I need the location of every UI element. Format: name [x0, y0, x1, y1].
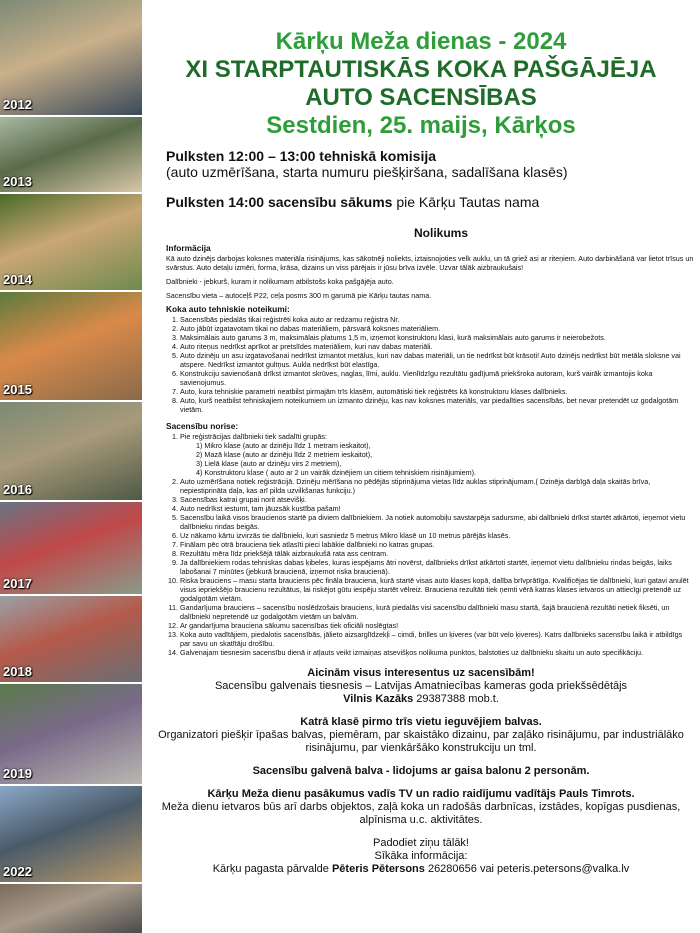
info-heading: Informācija	[166, 243, 211, 253]
event-subtitle-2: AUTO SACENSĪBAS	[305, 84, 537, 111]
event-photo	[0, 786, 142, 882]
tech-rule-item: 6. Konstrukciju savienošanā drīkst izmantot skrūves, naglas, līmi, auklu. Vienlīdzīgu rezultātu gadījumā priekšroka autoram, kurš vairāk izmantojis koka savienojumus.	[180, 369, 694, 387]
event-photo	[0, 884, 142, 933]
class-list	[180, 441, 694, 477]
event-photo	[0, 684, 142, 784]
class-item: 2) Mazā klase (auto ar dzinēju līdz 2 metriem ieskaitot),	[196, 450, 373, 459]
share-text: Padodiet ziņu tālāk!	[372, 837, 469, 849]
contact-details: 26280656 vai peteris.petersons@valka.lv	[424, 863, 630, 875]
race-rule-item: 3. Sacensības katrai grupai norit atsevišķi.	[180, 495, 694, 504]
other-activities: Meža dienu ietvaros būs arī darbs objektos, zaļā koka un radošās darbnīcas, izstādes, kopīgas pusdienas, alpīnisma u.c. aktivitātes.	[161, 801, 681, 826]
class-item: 3) Lielā klase (auto ar dzinēju virs 2 metriem),	[196, 459, 342, 468]
race-heading: Sacensību norise:	[166, 421, 239, 431]
tech-commission	[148, 148, 694, 180]
event-photo	[0, 117, 142, 192]
tech-rules-list	[166, 315, 694, 414]
photo-year-label: 2014	[3, 272, 32, 287]
race-rule-item: 8. Rezultātu mēra līdz priekšējā tālāk aizbraukušā rata ass centram.	[180, 549, 694, 558]
tech-commission-desc: (auto uzmērīšana, starta numuru piešķiršana, sadalīšana klasēs)	[166, 164, 568, 180]
race-rule-item: 12. Ar gandarījuma brauciena sākumu sacensības tiek oficiāli noslēgtas!	[180, 621, 694, 630]
photo-year-label: 2019	[3, 766, 32, 781]
tech-rule-item: 8. Auto, kurš neatbilst tehniskajiem noteikumiem un izmanto dzinēju, kas nav koksnes materiāls, var piedalīties sacensībās, bet nevar pretendēt uz godalgotām vietām.	[180, 396, 694, 414]
participants-paragraph: Dalībnieki - jebkurš, kuram ir nolikumam atbilstošs koka pašgājēja auto.	[166, 277, 394, 286]
info-paragraph: Kā auto dzinējs darbojas koksnes materiāla risinājums, kas sākotnēji noliekts, iztaisnojoties velk auklu, un tā griež asi ar riteņiem. Auto darbināšanā var lietot trīsus un svārstus. Auto detaļu izmēri, forma, krāsa, dizains un viss pārējais ir jūsu brīva izvēle. Uzvar tālāk aizbraukušais!	[166, 254, 694, 272]
photo-year-label: 2013	[3, 174, 32, 189]
race-rule-item: 13. Koka auto vadītājiem, piedalotis sacensībās, jālieto aizsarglīdzekļi – cimdi, brilles un ķiveres (var būt velo ķiveres). Katrs dalībnieks sacensību laikā ir atbildīgs par savu un skatītāju drošību.	[180, 630, 694, 648]
rules-title: Nolikums	[413, 226, 468, 240]
photo-year-label: 2015	[3, 382, 32, 397]
tech-rule-item: 7. Auto, kura tehniskie parametri neatbilst pirmajām trīs klasēm, automātiski tiek reģistrēts kā konstruktoru klases dalībnieks.	[180, 387, 694, 396]
tech-rule-item: 5. Auto dzinēju un asu izgatavošanai nedrīkst izmantot metālus, kuri nav dabas materiāli, un tie nedrīkst būt krāsoti! Auto dzinējs nedrīkst būt metāla sloksne vai atspere. Nedrīkst izmantot gultņus. Aukla nedrīkst būt elastīga.	[180, 351, 694, 369]
race-rule-item: 11. Gandarījuma brauciens – sacensību noslēdzošais brauciens, kurā piedalās visi sacensību dalībnieki masu startā, šajā braucienā rezultāti netiek fiksēti, un dalībnieki nepretendē uz godalgotām vietām un balvām.	[180, 603, 694, 621]
judge-name: Vilnis Kazāks	[343, 693, 414, 705]
tv-host-line: Kārķu Meža dienu pasākumus vadīs TV un radio raidījumu vadītājs Pauls Timrots.	[207, 788, 635, 800]
photo-sidebar	[0, 0, 142, 933]
prizes-text: Organizatori piešķir īpašas balvas, piemēram, par skaistāko dizainu, par zaļāko risinājumu, par industriālāko risinājumu, par vienkāršāko konstrukciju un tml.	[158, 729, 684, 754]
contact-org: Kārķu pagasta pārvalde	[212, 863, 332, 875]
race-rule-item: 4. Auto nedrīkst iestumt, tam jāuzsāk kustība pašam!	[180, 504, 694, 513]
race-rule-item: 10. Riska brauciens – masu starta brauciens pēc fināla brauciena, kurā startē visas auto klases kopā, dalība brīvprātīga. Kvalificējas tie dalībnieki, kuri gatavi anulēt visus iepriekšējo braucienu rezultātus, lai riskējot gūtu iespēju startēt vēlreiz. Brauciena rezultāti tiek ņemti vērā katras klases ietvaros un attiecīgi pretendē uz godalgotām vietām.	[180, 576, 694, 603]
event-title: Kārķu Meža dienas - 2024	[275, 28, 567, 55]
event-photo	[0, 292, 142, 400]
event-date: Sestdien, 25. maijs, Kārķos	[266, 112, 576, 139]
race-start-time: Pulksten 14:00 sacensību sākums	[166, 194, 393, 210]
poster-main	[148, 0, 694, 933]
tech-rules-heading: Koka auto tehniskie noteikumi:	[166, 304, 290, 314]
photo-year-label: 2022	[3, 864, 32, 879]
race-rule-item: 14. Galvenajam tiesnesim sacensību dienā ir atļauts veikt izmaiņas atsevišķos nolikuma punktos, balstoties uz dalībnieku skaitu un auto specifikāciju.	[180, 648, 694, 657]
bottom-info	[148, 667, 694, 876]
prizes-heading: Katrā klasē pirmo trīs vietu ieguvējiem balvas.	[300, 716, 542, 728]
tech-commission-time: Pulksten 12:00 – 13:00 tehniskā komisija	[166, 148, 437, 164]
race-start	[148, 194, 694, 210]
rules-body	[148, 244, 694, 657]
race-rule-item: 5. Sacensību laikā visos braucienos startē pa diviem dalībniekiem. Ja notiek automobiļu savstarpēja sadursme, abi dalībnieki drīkst startēt atkārtoti, ieņemot vietu dalībnieku rindas beigās.	[180, 513, 694, 531]
race-start-place: pie Kārķu Tautas nama	[392, 194, 540, 210]
event-photo	[0, 0, 142, 115]
photo-year-label: 2017	[3, 576, 32, 591]
main-prize: Sacensību galvenā balva - lidojums ar gaisa balonu 2 personām.	[252, 765, 590, 777]
event-photo	[0, 194, 142, 290]
tech-rule-item: 3. Maksimālais auto garums 3 m, maksimālais platums 1,5 m, izņemot konstruktoru klasi, kurā maksimālais auto garums ir neierobežots.	[180, 333, 694, 342]
race-rule-item: 2. Auto uzmērīšana notiek reģistrācijā. Dzinēju mērīšana no pēdējās stiprinājuma vietas līdz auklas stiprinājumam.( Dzinēja darbīgā daļa skaitās brīva, nepiestiprināta daļa, kas arī pilda uzvilkšanas funkciju.)	[180, 477, 694, 495]
event-photo	[0, 502, 142, 594]
tech-rule-item: 1. Sacensībās piedalās tikai reģistrēti koka auto ar redzamu reģistra Nr.	[180, 315, 694, 324]
venue-paragraph: Sacensību vieta – autoceļš P22, ceļa posms 300 m garumā pie Kārķu tautas nama.	[166, 291, 432, 300]
event-photo	[0, 402, 142, 500]
contact-line	[148, 863, 694, 876]
judge-contact	[148, 693, 694, 706]
tech-rule-item: 4. Auto riteņus nedrīkst aprīkot ar pretslīdes materiāliem, kuri nav dabas materiāli.	[180, 342, 694, 351]
race-rule-item: 7. Finālam pēc otrā brauciena tiek atlasīti pieci labākie dalībnieki no katras grupas.	[180, 540, 694, 549]
contact-name: Pēteris Pētersons	[331, 863, 425, 875]
race-rule-item	[180, 432, 694, 477]
race-rule-item: 9. Ja dalībniekiem rodas tehniskas dabas ķibeles, kuras iespējams ātri novērst, dalībnieks drīkst atkārtoti startēt, ieņemot vietu dalībnieku rindas beigās, laiks labošanai 7 minūtes (jebkurā braucienā, izņemot riska braucienā).	[180, 558, 694, 576]
photo-year-label: 2016	[3, 482, 32, 497]
class-item: 1) Mikro klase (auto ar dzinēju līdz 1 metram ieskaitot),	[196, 441, 371, 450]
class-item: 4) Konstruktoru klase ( auto ar 2 un vairāk dzinējiem un citiem tehniskiem risinājumiem).	[196, 468, 477, 477]
photo-year-label: 2012	[3, 97, 32, 112]
judge-line: Sacensību galvenais tiesnesis – Latvijas Amatniecības kameras goda priekšsēdētājs	[214, 680, 628, 692]
more-info-label: Sīkāka informācija:	[374, 850, 468, 862]
event-photo	[0, 596, 142, 682]
tech-rule-item: 2. Auto jābūt izgatavotam tikai no dabas materiāliem, pārsvarā koksnes materiāliem.	[180, 324, 694, 333]
photo-year-label: 2018	[3, 664, 32, 679]
judge-phone: 29387388 mob.t.	[413, 693, 499, 705]
invite-text: Aicinām visus interesentus uz sacensībām!	[307, 667, 535, 679]
race-rule-item: 6. Uz nākamo kārtu izvirzās tie dalībnieki, kuri sasniedz 5 metrus Mikro klasē un 10 metrus pārējās klasēs.	[180, 531, 694, 540]
race-rules-list	[166, 432, 694, 657]
event-subtitle-1: XI STARPTAUTISKĀS KOKA PAŠGĀJĒJA	[185, 56, 657, 83]
race-rule-text: Pie reģistrācijas dalībnieki tiek sadalīti grupās:	[180, 432, 328, 441]
